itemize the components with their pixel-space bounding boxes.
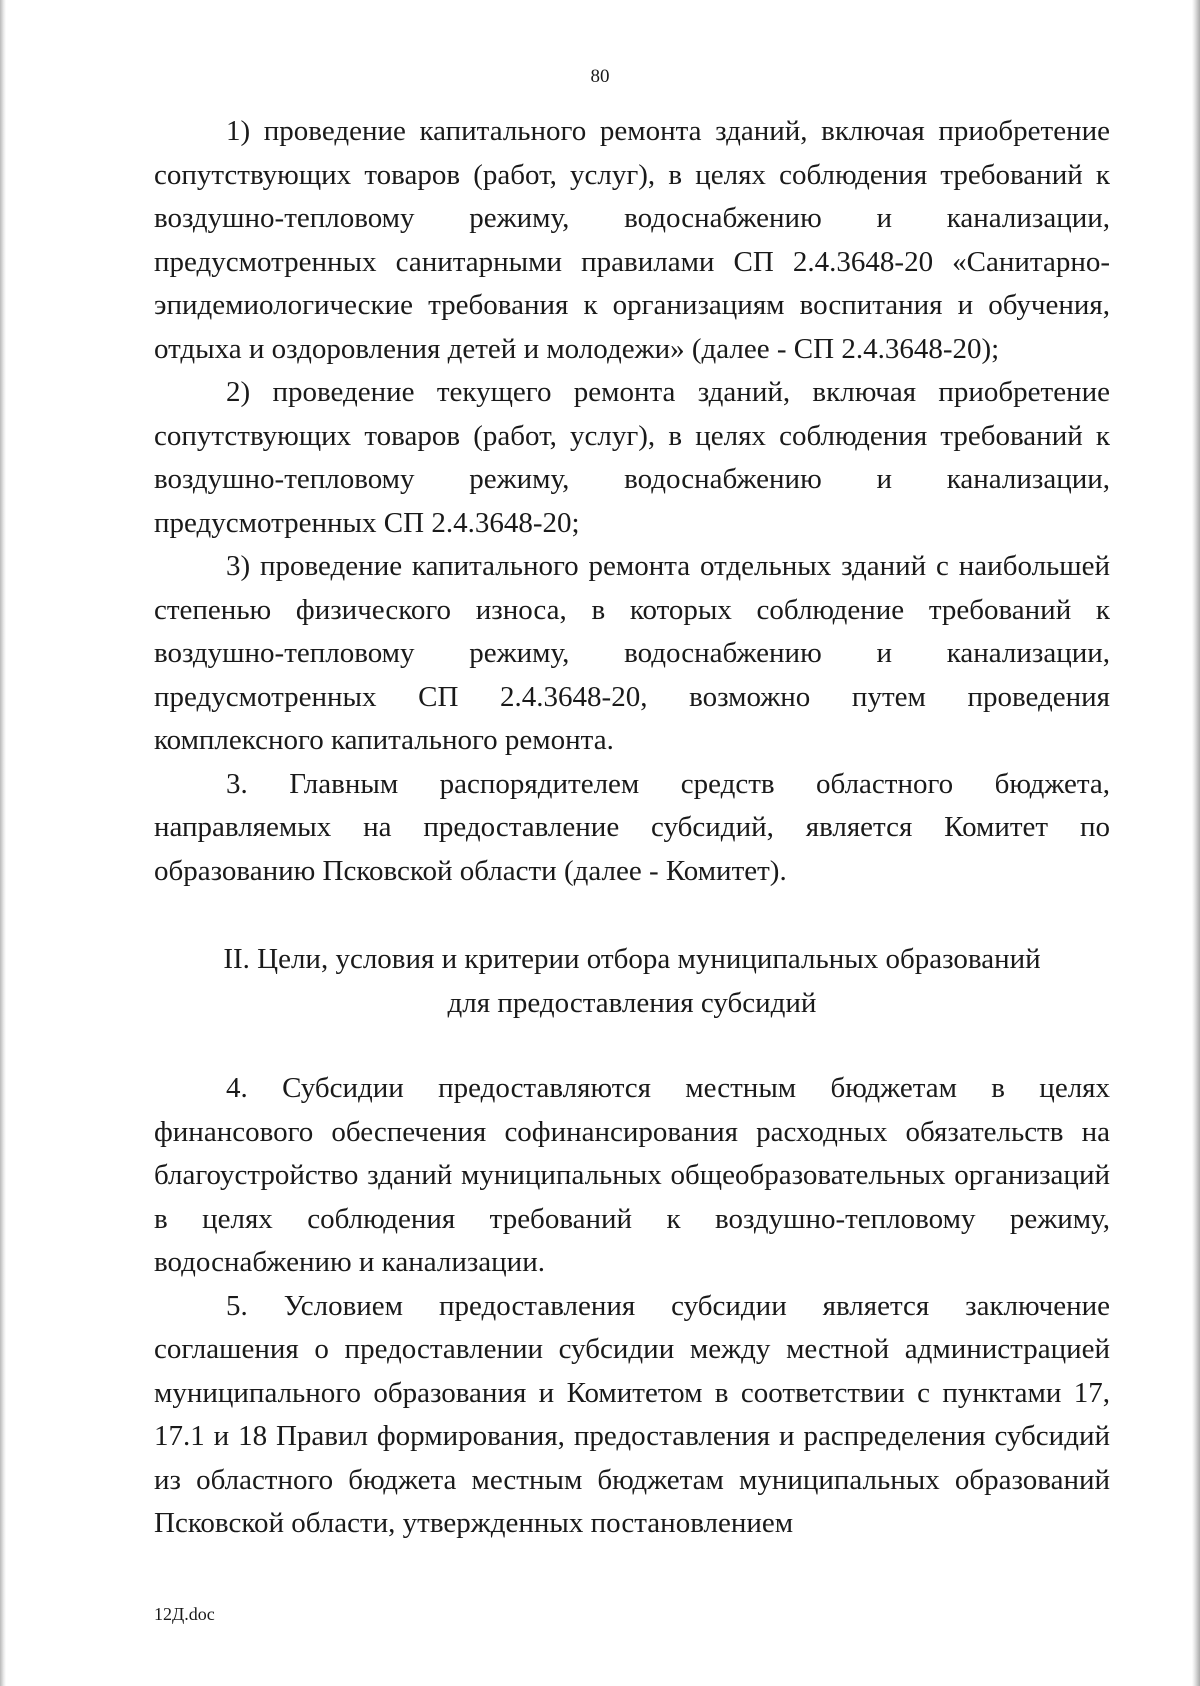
section-heading bbox=[154, 937, 1110, 1025]
paragraph-item-1: 1) проведение капитального ремонта зданий, включая приобретение сопутствующих товаров (работ, услуг), в целях соблюдения требований к воздушно-тепловому режиму, водоснабжению и канализации, предусмотренных санитарными правилами СП 2.4.3648-20 «Санитарно-эпидемиологические требования к организациям воспитания и обучения, отдыха и оздоровления детей и молодежи» (далее - СП 2.4.3648-20); bbox=[154, 115, 1110, 365]
footer-filename: 12Д.doc bbox=[154, 1604, 215, 1624]
paragraph-clause-4: 4. Субсидии предоставляются местным бюджетам в целях финансового обеспечения софинансирования расходных обязательств на благоустройство зданий муниципальных общеобразовательных организаций в целях соблюдения требований к воздушно-тепловому режиму, водоснабжению и канализации. bbox=[154, 1072, 1110, 1278]
section-heading-line-2: для предоставления субсидий bbox=[447, 987, 817, 1019]
section-heading-line-1: II. Цели, условия и критерии отбора муниципальных образований bbox=[223, 943, 1041, 975]
paragraph-clause-5: 5. Условием предоставления субсидии является заключение соглашения о предоставлении субсидии между местной администрацией муниципального образования и Комитетом в соответствии с пунктами 17, 17.1 и 18 Правил формирования, предоставления и распределения субсидий из областного бюджета местным бюджетам муниципальных образований Псковской области, утвержденных постановлением bbox=[154, 1289, 1110, 1539]
paragraph-item-2: 2) проведение текущего ремонта зданий, включая приобретение сопутствующих товаров (работ, услуг), в целях соблюдения требований к воздушно-тепловому режиму, водоснабжению и канализации, предусмотренных СП 2.4.3648-20; bbox=[154, 376, 1110, 539]
document-body-bottom bbox=[154, 1067, 1110, 1546]
document-body-top bbox=[154, 110, 1110, 893]
paragraph-clause-3: 3. Главным распорядителем средств областного бюджета, направляемых на предоставление субсидий, является Комитет по образованию Псковской области (далее - Комитет). bbox=[154, 767, 1110, 887]
scan-edge-right bbox=[1192, 0, 1200, 1686]
paragraph-item-3: 3) проведение капитального ремонта отдельных зданий с наибольшей степенью физического износа, в которых соблюдение требований к воздушно-тепловому режиму, водоснабжению и канализации, предусмотренных СП 2.4.3648-20, возможно путем проведения комплексного капитального ремонта. bbox=[154, 550, 1110, 756]
page-number: 80 bbox=[590, 66, 610, 87]
scan-edge-left bbox=[0, 0, 6, 1686]
